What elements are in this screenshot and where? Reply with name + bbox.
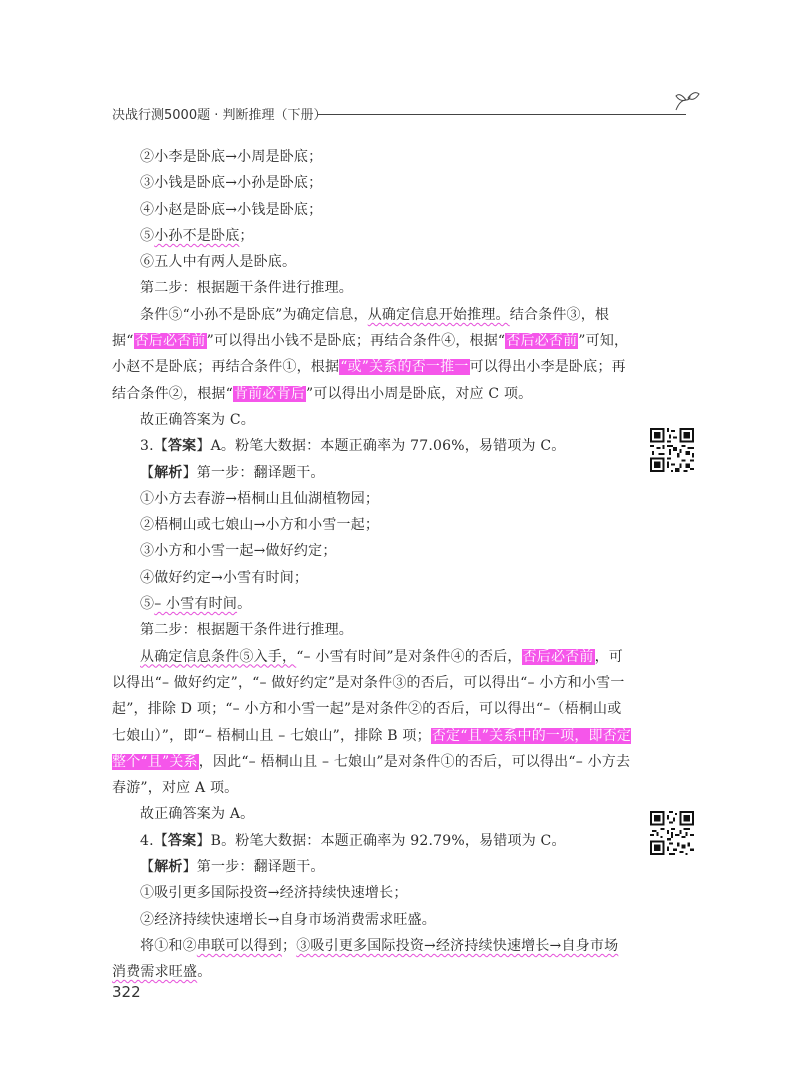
condition-line: ③小方和小雪一起→做好约定； xyxy=(140,543,337,560)
question-4-analysis: 【解析】第一步：翻译题干。 xyxy=(140,859,325,876)
highlight: 否后必否前 xyxy=(506,333,578,350)
condition-line: ④小赵是卧底→小钱是卧底； xyxy=(140,201,323,218)
wavy-underline: 串联可以得到 xyxy=(196,937,283,954)
answer-line: 故正确答案为 A。 xyxy=(140,806,255,823)
page-number: 322 xyxy=(112,983,141,1001)
wavy-underline: 从确定信息开始推理。 xyxy=(367,306,510,323)
wavy-underline: 从确定信息条件⑤入手， xyxy=(140,648,297,665)
highlight: 肯前必肯后 xyxy=(233,385,305,402)
condition-line: ②梧桐山或七娘山→小方和小雪一起； xyxy=(140,517,380,534)
qr-code-icon[interactable] xyxy=(650,811,694,855)
reasoning-paragraph: 条件⑤“小孙不是卧底”为确定信息，从确定信息开始推理。结合条件③，根据“否后必否前”可以得出小钱不是卧底；再结合条件④，根据“否后必否前”可知，小赵不是卧底；再结合条件①，根据“或”关系的否一推一可以得出小李是卧底；再结合条件②，根据“肯前必肯后”可以得出小周是卧底，对应 C 项。 xyxy=(112,306,629,402)
step-heading: 第二步：根据题干条件进行推理。 xyxy=(140,622,353,639)
question-3-answer: 3.【答案】A。粉笔大数据：本题正确率为 77.06%，易错项为 C。 xyxy=(140,438,566,455)
question-3-analysis: 【解析】第一步：翻译题干。 xyxy=(140,464,325,481)
condition-line: ⑤小孙不是卧底； xyxy=(140,227,254,244)
condition-line: ④做好约定→小雪有时间； xyxy=(140,569,309,586)
sprout-icon xyxy=(674,88,700,112)
wavy-underline: 小孙不是卧底 xyxy=(154,227,240,244)
answer-explanations xyxy=(112,144,632,986)
condition-line: ⑤– 小雪有时间。 xyxy=(140,596,252,613)
wavy-underline: ③吸引更多国际投资→经济持续快速增长→自身市场消费需求旺盛 xyxy=(112,937,619,981)
highlight: 否后必否前 xyxy=(134,333,206,350)
highlight: 否定“且”关系中的一项，即否定整个“且”关系 xyxy=(112,727,632,770)
question-4-answer: 4.【答案】B。粉笔大数据：本题正确率为 92.79%，易错项为 C。 xyxy=(140,832,566,849)
reasoning-paragraph: 将①和②串联可以得到；③吸引更多国际投资→经济持续快速增长→自身市场消费需求旺盛。 xyxy=(112,937,619,981)
answer-line: 故正确答案为 C。 xyxy=(140,411,255,428)
step-heading: 第二步：根据题干条件进行推理。 xyxy=(140,280,353,297)
highlight: 否后必否前 xyxy=(522,648,594,665)
highlight: “或”关系的否一推一 xyxy=(340,359,469,376)
header-rule xyxy=(318,114,686,115)
condition-line: ②经济持续快速增长→自身市场消费需求旺盛。 xyxy=(140,911,436,928)
condition-line: ③小钱是卧底→小孙是卧底； xyxy=(140,175,323,192)
condition-line: ①吸引更多国际投资→经济持续快速增长； xyxy=(140,885,408,902)
reasoning-paragraph: 从确定信息条件⑤入手，“– 小雪有时间”是对条件④的否后，否后必否前，可以得出“– 做好约定”，“– 做好约定”是对条件③的否后，可以得出“– 小方和小雪一起”，排除 D 项；“– 小方和小雪一起”是对条件②的否后，可以得出“–（梧桐山或七娘山）”，即“– 梧桐山且 – 七娘山”，排除 B 项；否定“且”关系中的一项，即否定整个“且”关系，因此“– 梧桐山且 – 七娘山”是对条件①的否后，可以得出“– 小方去春游”，对应 A 项。 xyxy=(112,648,632,797)
condition-line: ①小方去春游→梧桐山且仙湖植物园； xyxy=(140,490,380,507)
condition-line: ⑥五人中有两人是卧底。 xyxy=(140,254,297,271)
wavy-underline: – 小雪有时间 xyxy=(154,596,238,613)
condition-line: ②小李是卧底→小周是卧底； xyxy=(140,149,323,165)
running-header: 决战行测5000题 · 判断推理（下册） xyxy=(112,108,327,123)
qr-code-icon[interactable] xyxy=(650,428,694,472)
